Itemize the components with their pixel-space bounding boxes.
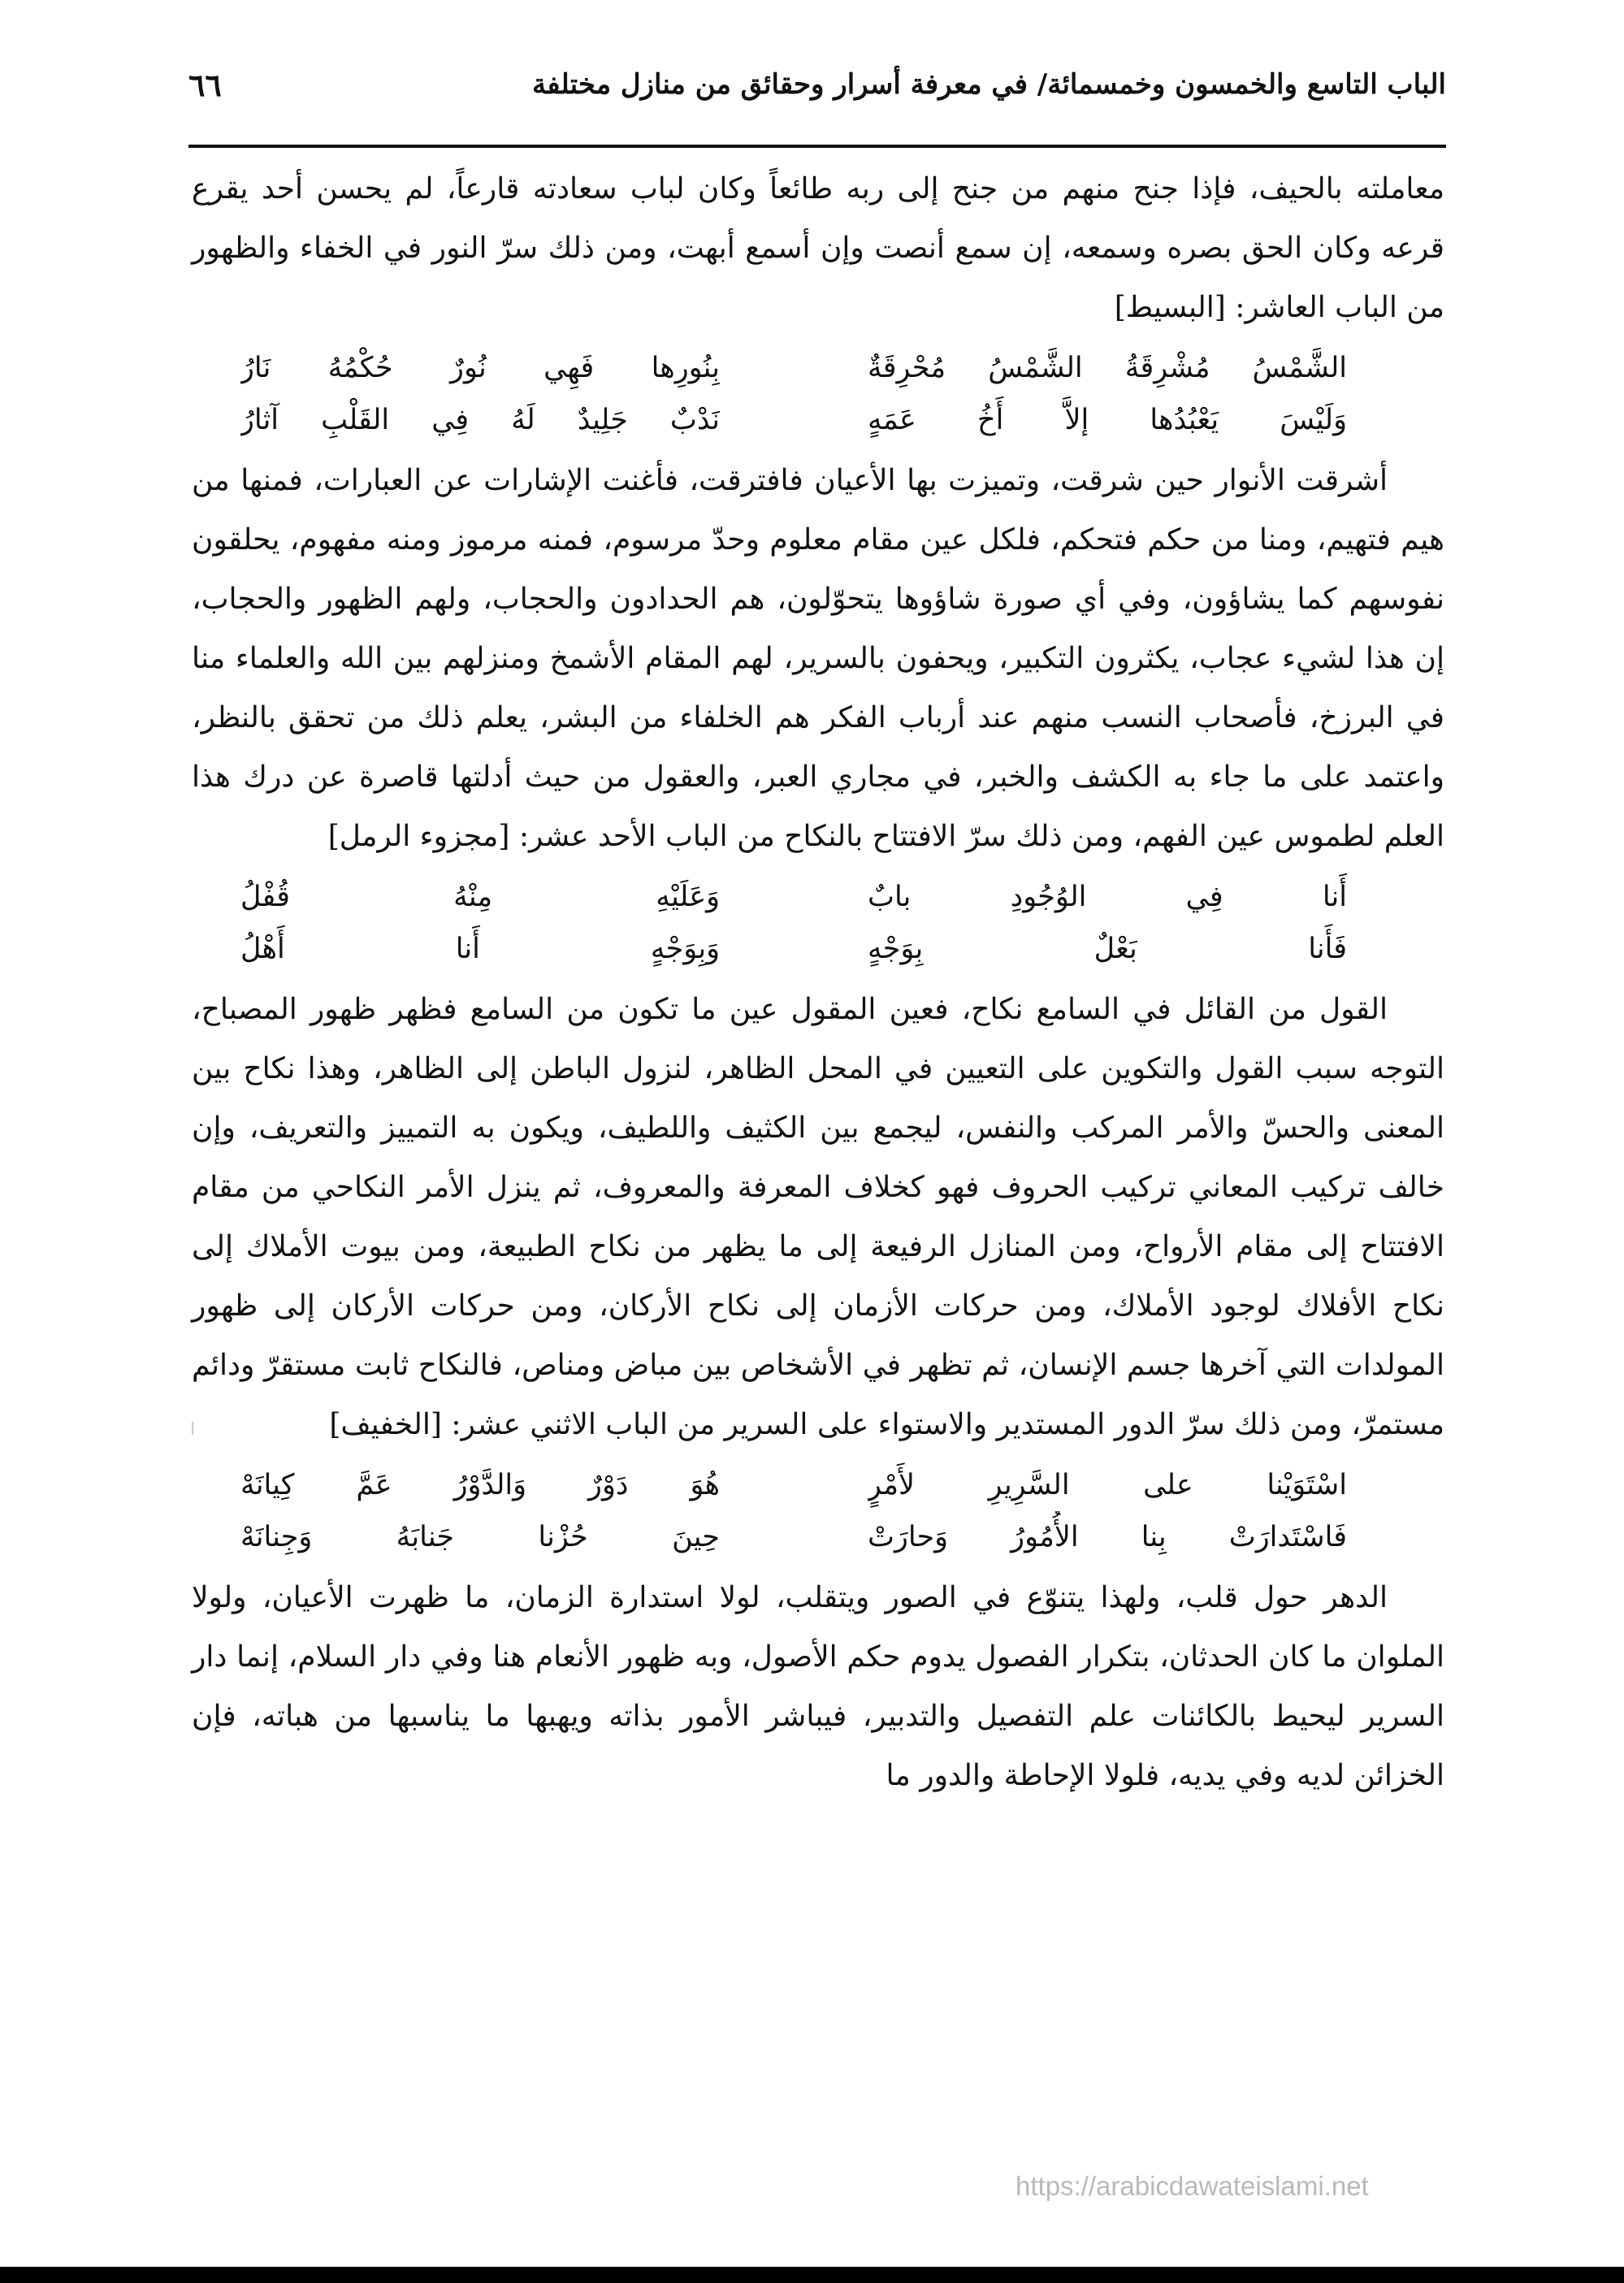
chapter-title: الباب التاسع والخمسون وخمسمائة/ في معرفة أسرار وحقائق من منازل مختلفة	[531, 68, 1446, 101]
page-number: ٦٦	[188, 67, 222, 103]
page-body	[192, 159, 1444, 1805]
paragraph: الدهر حول قلب، ولهذا يتنوّع في الصور ويتقلب، لولا استدارة الزمان، ما ظهرت الأعيان، ولولا الملوان ما كان الحدثان، بتكرار الفصول يدوم حكم الأصول، وبه ظهور الأنعام هنا وفي دار السلام، إنما دار السرير ليحيط بالكائنات علم التفصيل والتدبير، فيباشر الأمور بذاته ويهبها ما يناسبها من هباته، فإن الخزائن لديه وفي يديه، فلولا الإحاطة والدور ما	[192, 1581, 1444, 1792]
verse-second-hemistich: نَدْبٌ جَلِيدٌ لَهُ فِي القَلْبِ آثارُ	[240, 404, 720, 436]
paragraph: معاملته بالحيف، فإذا جنح منهم من جنح إلى ربه طائعاً وكان لباب سعادته قارعاً، لم يحسن أحد يقرع قرعه وكان الحق بصره وسمعه، إن سمع أنصت وإن أسمع أبهت، ومن ذلك سرّ النور في الخفاء والظهور من الباب العاشر: [البسيط]	[192, 172, 1444, 324]
verse-second-hemistich: حِينَ حُزْنا جَنابَهُ وَجِنانَهْ	[240, 1521, 720, 1553]
scan-edge	[0, 2267, 1624, 2283]
poem	[192, 342, 1444, 446]
verse-first-hemistich: وَلَيْسَ يَعْبُدُها إلاَّ أَخُ عَمَهٍ	[868, 404, 1347, 436]
verse-first-hemistich: فَأَنا بَعْلٌ بِوَجْهٍ	[868, 933, 1347, 965]
verse-second-hemistich: وَعَلَيْهِ مِنْهُ قُفْلُ	[240, 881, 720, 913]
header-rule	[188, 145, 1446, 148]
verse-line	[192, 1459, 1444, 1511]
verse-line	[192, 923, 1444, 975]
verse-first-hemistich: اسْتَوَيْنا على السَّرِيرِ لأَمْرٍ	[868, 1469, 1347, 1501]
poem	[192, 1459, 1444, 1563]
verse-line	[192, 342, 1444, 394]
verse-first-hemistich: أَنا فِي الوُجُودِ بابٌ	[868, 881, 1347, 913]
verse-second-hemistich: هُوَ دَوْرٌ وَالدَّوْرُ عَمَّ كِيانَهْ	[240, 1469, 720, 1501]
running-header	[188, 63, 1446, 122]
verse-first-hemistich: الشَّمْسُ مُشْرِقَةُ الشَّمْسُ مُحْرِقَةٌ	[868, 352, 1347, 384]
scan-mark	[192, 1422, 193, 1435]
verse-line	[192, 394, 1444, 446]
verse-line	[192, 1511, 1444, 1563]
verse-second-hemistich: بِنُورِها فَهِي نُورٌ حُكْمُهُ نَارُ	[240, 352, 720, 384]
paragraph: القول من القائل في السامع نكاح، فعين المقول عين ما تكون من السامع فظهر ظهور المصباح، التوجه سبب القول والتكوين على التعيين في المحل الظاهر، لنزول الباطن إلى الظاهر، وهذا نكاح بين المعنى والحسّ والأمر المركب والنفس، ليجمع بين الكثيف واللطيف، ويكون به التمييز والتعريف، وإن خالف تركيب المعاني تركيب الحروف فهو كخلاف المعرفة والمعروف، ثم ينزل الأمر النكاحي من مقام الافتتاح إلى مقام الأرواح، ومن المنازل الرفيعة إلى ما يظهر من نكاح الطبيعة، ومن بيوت الأملاك إلى نكاح الأفلاك لوجود الأملاك، ومن حركات الأزمان إلى نكاح الأركان، ومن حركات الأركان إلى ظهور المولدات التي آخرها جسم الإنسان، ثم تظهر في الأشخاص بين مباض ومناص، فالنكاح ثابت مستقرّ ودائم مستمرّ، ومن ذلك سرّ الدور المستدير والاستواء على السرير من الباب الاثني عشر: [الخفيف]	[192, 993, 1445, 1441]
paragraph: أشرقت الأنوار حين شرقت، وتميزت بها الأعيان فافترقت، فأغنت الإشارات عن العبارات، فمنها من هيم فتهيم، ومنا من حكم فتحكم، فلكل عين مقام معلوم وحدّ مرسوم، فمنه مرموز ومنه مفهوم، يحلقون نفوسهم كما يشاؤون، وفي أي صورة شاؤوها يتحوّلون، هم الحدادون والحجاب، ولهم الظهور والحجاب، إن هذا لشيء عجاب، يكثرون التكبير، ويحفون بالسرير، لهم المقام الأشمخ ومنزلهم بين الله والعلماء منا في البرزخ، فأصحاب النسب منهم عند أرباب الفكر هم الخلفاء من البشر، يعلم ذلك من تحقق بالنظر، واعتمد على ما جاء به الكشف والخبر، في مجاري العبر، والعقول من حيث أدلتها قاصرة عن درك هذا العلم لطموس عين الفهم، ومن ذلك سرّ الافتتاح بالنكاح من الباب الأحد عشر: [مجزوء الرمل]	[192, 464, 1445, 853]
verse-line	[192, 871, 1444, 923]
verse-first-hemistich: فَاسْتَدارَتْ بِنا الأُمُورُ وَحارَتْ	[868, 1521, 1347, 1553]
watermark-url: https://arabicdawateislami.net	[1016, 2171, 1369, 2201]
verse-second-hemistich: وَبِوَجْهٍ أَنا أَهْلُ	[240, 933, 720, 965]
poem	[192, 871, 1444, 975]
